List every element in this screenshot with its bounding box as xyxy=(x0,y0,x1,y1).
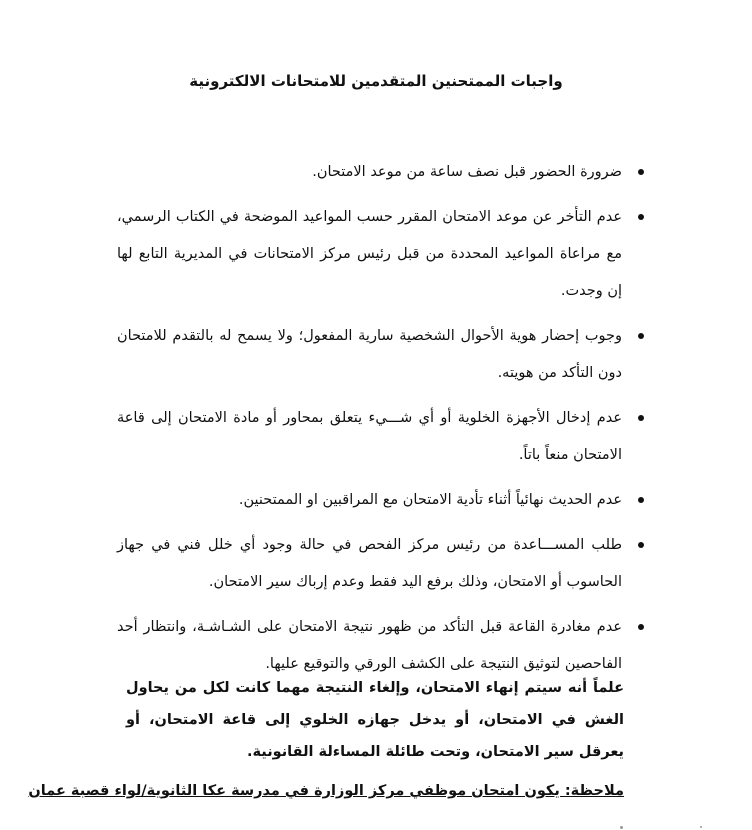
list-item-text: عدم التأخر عن موعد الامتحان المقرر حسب المواعيد الموضحة في الكتاب الرسمي، مع مراعاة المواعيد المحددة من قبل رئيس مركز الامتحانات في المديرية التابع لها إن وجدت. xyxy=(117,209,622,299)
list-item xyxy=(117,482,622,519)
page-title: واجبات الممتحنين المتقدمين للامتحانات الالكترونية xyxy=(189,72,563,90)
list-item xyxy=(117,154,622,191)
bullet-icon xyxy=(638,214,644,220)
list-item xyxy=(117,318,622,392)
list-item xyxy=(117,400,622,474)
bullet-icon xyxy=(638,624,644,630)
bullet-icon xyxy=(638,415,644,421)
scan-speck xyxy=(700,826,702,828)
bullet-icon xyxy=(638,542,644,548)
list-item xyxy=(117,527,622,601)
list-item-text: ضرورة الحضور قبل نصف ساعة من موعد الامتحان. xyxy=(312,164,622,180)
bullet-icon xyxy=(638,497,644,503)
duties-list xyxy=(117,154,622,683)
list-item-text: عدم مغادرة القاعة قبل التأكد من ظهور نتيجة الامتحان على الشـاشـة، وانتظار أحد الفاحصين لتوثيق النتيجة على الكشف الورقي والتوقيع عليها. xyxy=(117,619,622,672)
list-item xyxy=(117,199,622,310)
scan-speck xyxy=(620,826,623,829)
list-item-text: عدم الحديث نهائياً أثناء تأدية الامتحان مع المراقبين او الممتحنين. xyxy=(238,492,622,508)
list-item-text: طلب المســـاعدة من رئيس مركز الفحص في حالة وجود أي خلل فني في جهاز الحاسوب أو الامتحان، وذلك برفع اليد فقط وعدم إرباك سير الامتحان. xyxy=(117,537,622,590)
bullet-icon xyxy=(638,333,644,339)
legal-notice: علماً أنه سيتم إنهاء الامتحان، وإلغاء النتيجة مهما كانت لكل من يحاول الغش في الامتحان، أو يدخل جهازه الخلوي إلى قاعة الامتحان، أو يعرقل سير الامتحان، وتحت طائلة المساءلة القانونية. xyxy=(126,680,624,760)
list-item-text: وجوب إحضار هوية الأحوال الشخصية سارية المفعول؛ ولا يسمح له بالتقدم للامتحان دون التأكد من هويته. xyxy=(117,328,622,381)
list-item-text: عدم إدخال الأجهزة الخلوية أو أي شـــيء يتعلق بمحاور أو مادة الامتحان إلى قاعة الامتحان منعاً باتاً. xyxy=(117,410,622,463)
note-line: ملاحظة: يكون امتحان موظفي مركز الوزارة في مدرسة عكا الثانوية/لواء قصبة عمان xyxy=(28,783,624,799)
bullet-icon xyxy=(638,169,644,175)
